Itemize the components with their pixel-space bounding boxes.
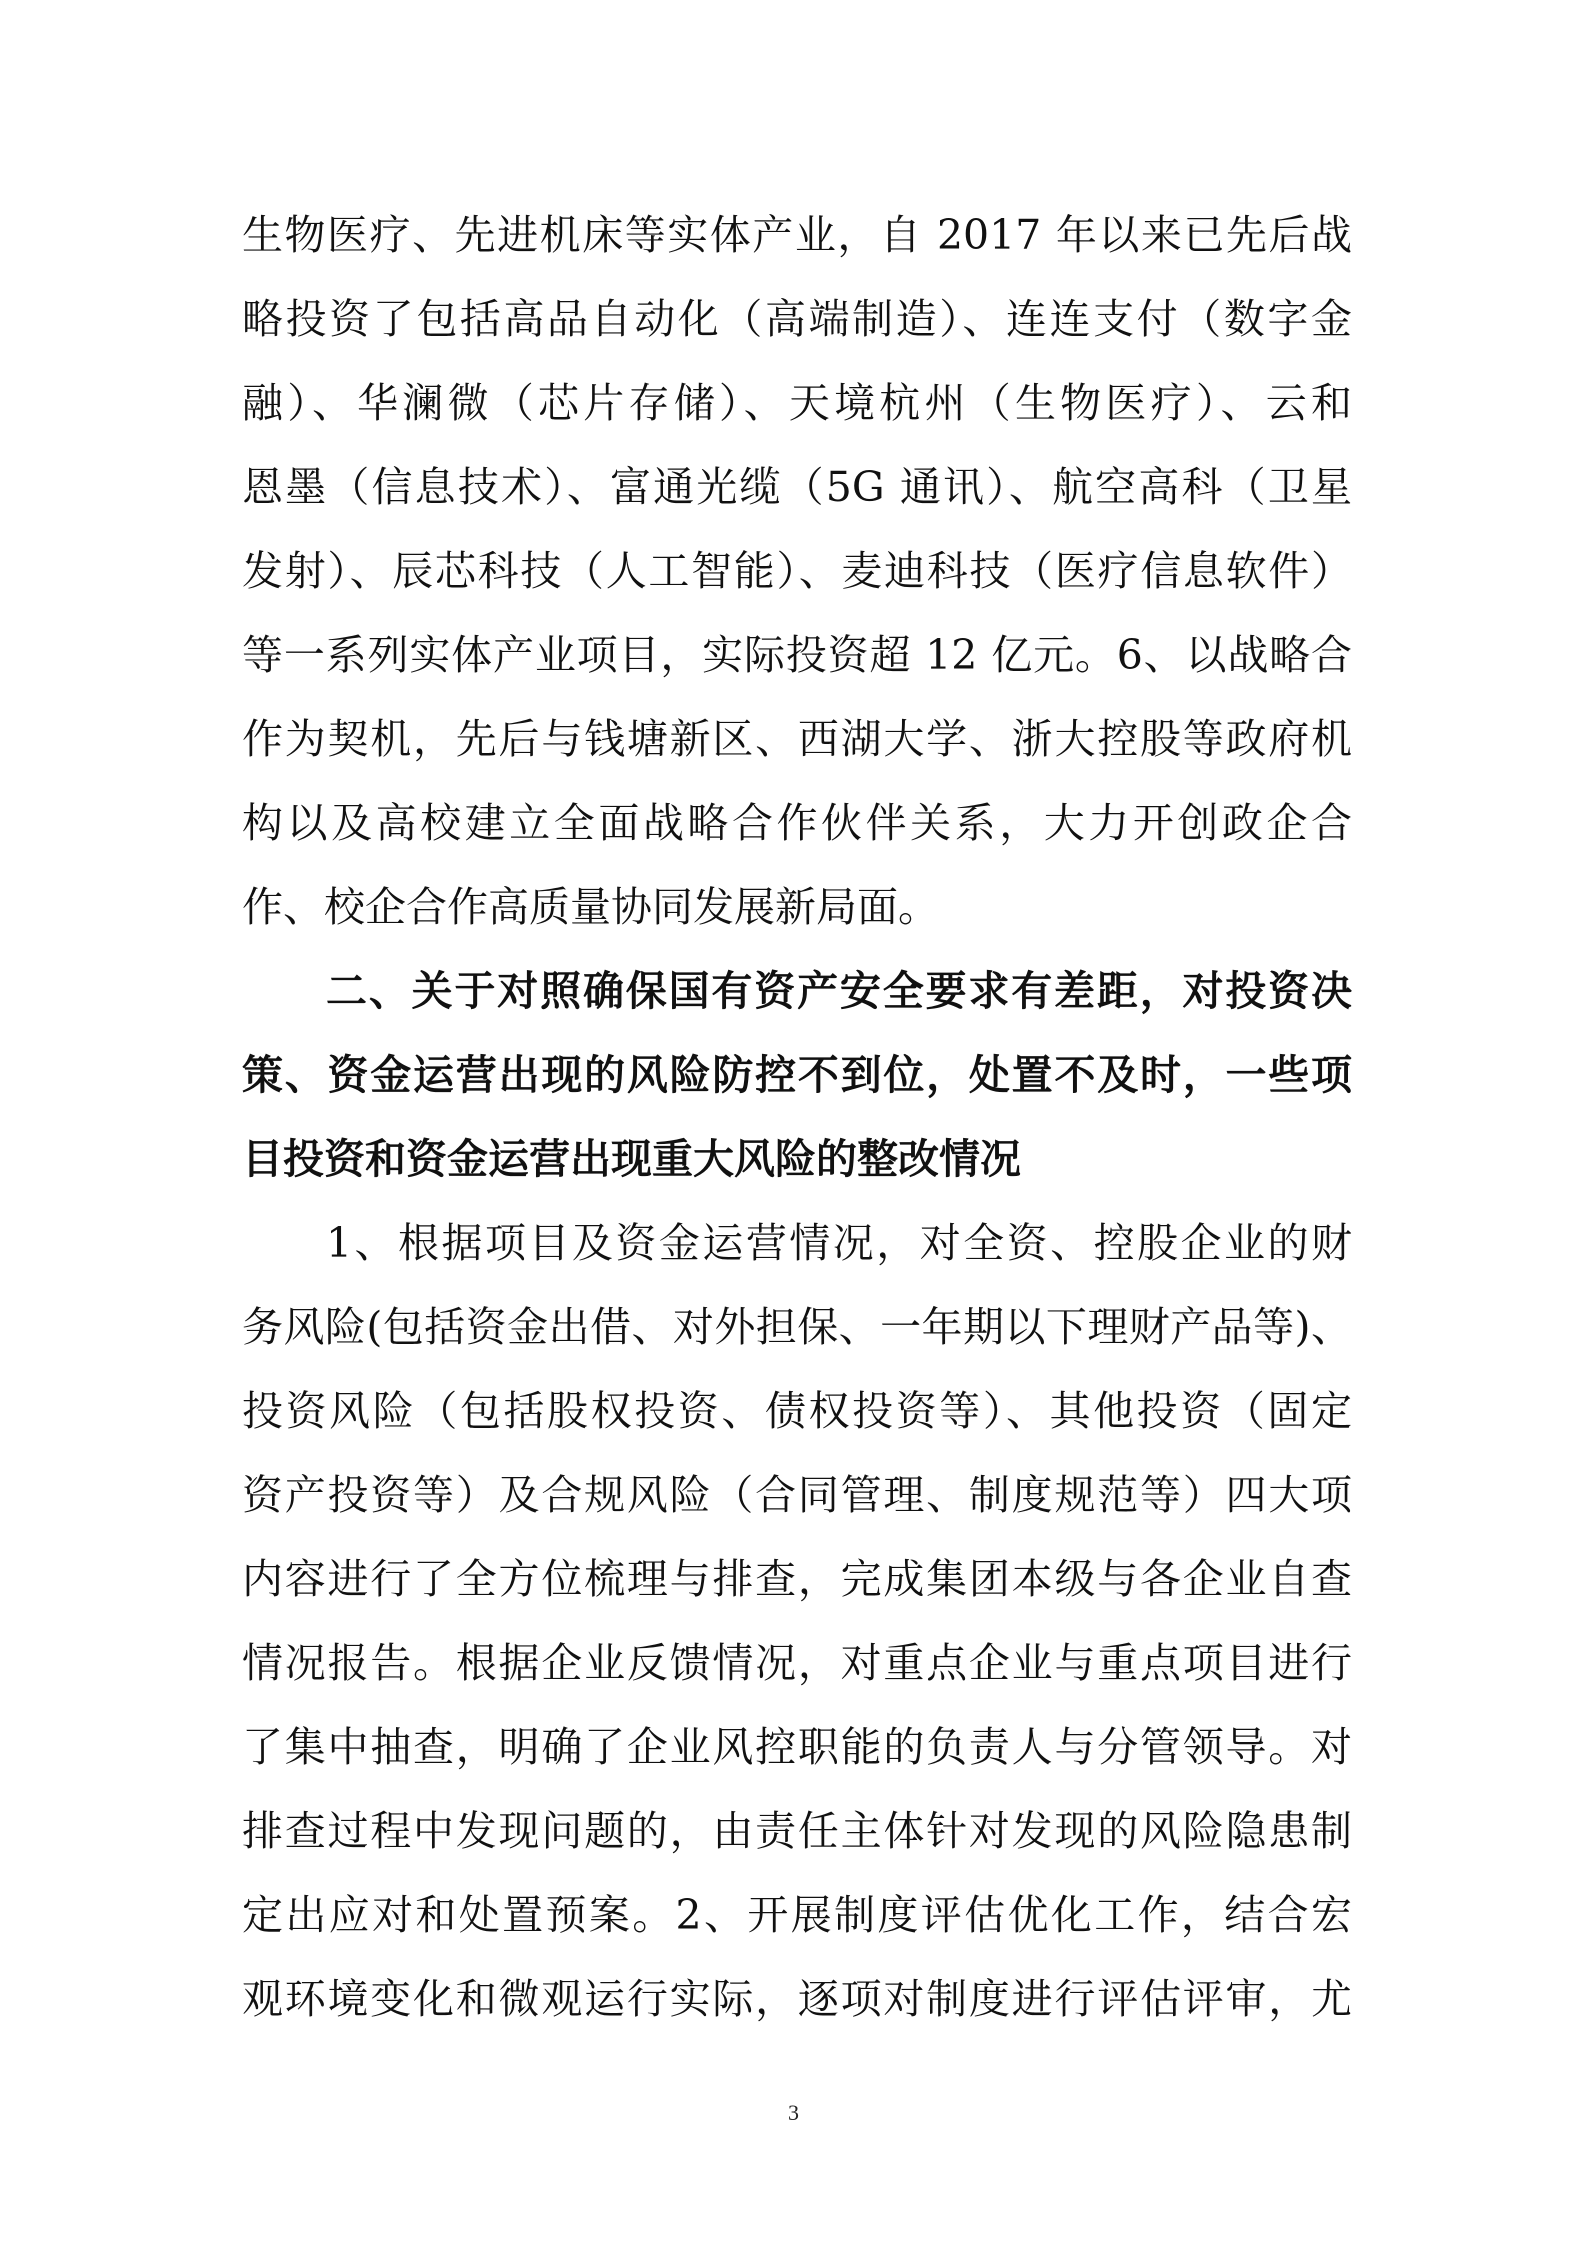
section-heading-line: 二、关于对照确保国有资产安全要求有差距，对投资决 [326,967,1352,1015]
body-text-line: 融）、华澜微（芯片存储）、天境杭州（生物医疗）、云和 [242,379,1352,427]
body-text-line: 定出应对和处置预案。2、开展制度评估优化工作，结合宏 [242,1891,1352,1939]
page-number: 3 [788,2100,799,2125]
body-text-line: 发射）、辰芯科技（人工智能）、麦迪科技（医疗信息软件） [242,547,1352,595]
body-text-line: 作、校企合作高质量协同发展新局面。 [242,883,939,931]
body-text-line: 1、根据项目及资金运营情况，对全资、控股企业的财 [326,1219,1352,1267]
body-text-line: 内容进行了全方位梳理与排查，完成集团本级与各企业自查 [242,1555,1352,1603]
body-text-line: 观环境变化和微观运行实际，逐项对制度进行评估评审，尤 [242,1975,1352,2023]
body-text-line: 排查过程中发现问题的，由责任主体针对发现的风险隐患制 [242,1807,1352,1855]
body-text-line: 投资风险（包括股权投资、债权投资等）、其他投资（固定 [242,1387,1352,1435]
body-text-line: 务风险(包括资金出借、对外担保、一年期以下理财产品等)、 [242,1303,1352,1351]
body-text-line: 等一系列实体产业项目，实际投资超 12 亿元。6、以战略合 [242,631,1352,679]
body-text-line: 资产投资等）及合规风险（合同管理、制度规范等）四大项 [242,1471,1352,1519]
body-text-line: 了集中抽查，明确了企业风控职能的负责人与分管领导。对 [242,1723,1352,1771]
body-text-line: 恩墨（信息技术）、富通光缆（5G 通讯）、航空高科（卫星 [242,463,1352,511]
section-heading-line: 策、资金运营出现的风险防控不到位，处置不及时，一些项 [242,1051,1352,1099]
body-text-line: 略投资了包括高品自动化（高端制造）、连连支付（数字金 [242,295,1352,343]
body-text-line: 构以及高校建立全面战略合作伙伴关系，大力开创政企合 [242,799,1352,847]
body-text-line: 情况报告。根据企业反馈情况，对重点企业与重点项目进行 [242,1639,1352,1687]
body-text-line: 生物医疗、先进机床等实体产业，自 2017 年以来已先后战 [242,211,1352,259]
section-heading-line: 目投资和资金运营出现重大风险的整改情况 [242,1135,1021,1183]
body-text-line: 作为契机，先后与钱塘新区、西湖大学、浙大控股等政府机 [242,715,1352,763]
